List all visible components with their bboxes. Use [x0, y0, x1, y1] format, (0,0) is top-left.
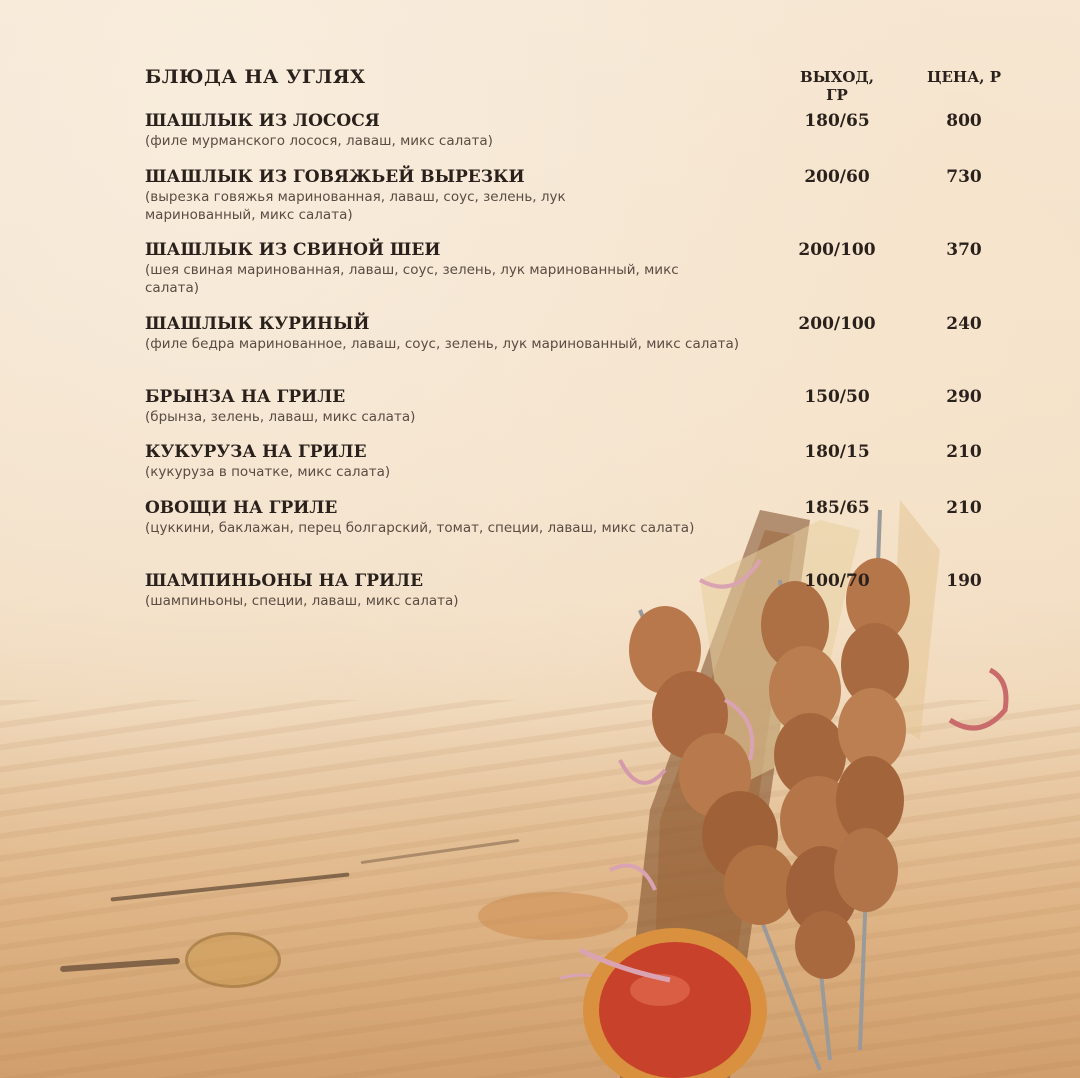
- item-price: 290: [946, 387, 982, 407]
- item-weight: 200/100: [798, 240, 876, 260]
- wood-knot: [185, 932, 281, 988]
- menu-item: [145, 240, 1025, 297]
- item-price: 210: [946, 498, 982, 518]
- item-name: ШАШЛЫК ИЗ СВИНОЙ ШЕИ: [145, 240, 441, 260]
- menu-item: [145, 387, 1025, 426]
- item-name: ШАШЛЫК КУРИНЫЙ: [145, 314, 370, 334]
- item-name: БРЫНЗА НА ГРИЛЕ: [145, 387, 346, 407]
- menu-item: [145, 111, 1025, 150]
- column-header-weight: ВЫХОД, ГР: [800, 68, 874, 104]
- item-name: ШАШЛЫК ИЗ ГОВЯЖЬЕЙ ВЫРЕЗКИ: [145, 167, 525, 187]
- item-description: (кукуруза в початке, микс салата): [145, 464, 391, 480]
- menu-item: [145, 314, 1025, 353]
- item-name: ШАМПИНЬОНЫ НА ГРИЛЕ: [145, 571, 424, 591]
- menu-header: [145, 64, 1025, 104]
- item-weight: 180/65: [804, 111, 870, 131]
- item-price: 190: [946, 571, 982, 591]
- item-name: ШАШЛЫК ИЗ ЛОСОСЯ: [145, 111, 380, 131]
- section-title: БЛЮДА НА УГЛЯХ: [145, 66, 366, 88]
- menu-item: [145, 571, 1025, 610]
- item-weight: 100/70: [804, 571, 870, 591]
- item-name: ОВОЩИ НА ГРИЛЕ: [145, 498, 338, 518]
- item-weight: 200/60: [804, 167, 870, 187]
- item-weight: 150/50: [804, 387, 870, 407]
- item-weight: 180/15: [804, 442, 870, 462]
- menu-item: [145, 442, 1025, 481]
- item-weight: 200/100: [798, 314, 876, 334]
- item-weight: 185/65: [804, 498, 870, 518]
- item-description: (брынза, зелень, лаваш, микс салата): [145, 409, 416, 425]
- column-header-price: ЦЕНА, Р: [926, 68, 1002, 86]
- item-price: 800: [946, 111, 982, 131]
- item-price: 730: [946, 167, 982, 187]
- item-description: (филе бедра маринованное, лаваш, соус, зелень, лук маринованный, микс салата): [145, 336, 740, 352]
- item-name: КУКУРУЗА НА ГРИЛЕ: [145, 442, 367, 462]
- wood-crack: [60, 958, 180, 972]
- menu-item: [145, 167, 1025, 224]
- item-description: (шея свиная маринованная, лаваш, соус, зелень, лук маринованный, микс салата): [145, 262, 679, 296]
- item-price: 240: [946, 314, 982, 334]
- item-description: (филе мурманского лосося, лаваш, микс салата): [145, 133, 493, 149]
- item-price: 370: [946, 240, 982, 260]
- item-description: (цуккини, баклажан, перец болгарский, томат, специи, лаваш, микс салата): [145, 520, 695, 536]
- wood-crack: [110, 872, 349, 901]
- item-description: (шампиньоны, специи, лаваш, микс салата): [145, 593, 459, 609]
- item-description: (вырезка говяжья маринованная, лаваш, соус, зелень, лук маринованный, микс салата): [145, 189, 566, 223]
- wood-crack: [361, 839, 520, 864]
- item-price: 210: [946, 442, 982, 462]
- menu-item: [145, 498, 1025, 537]
